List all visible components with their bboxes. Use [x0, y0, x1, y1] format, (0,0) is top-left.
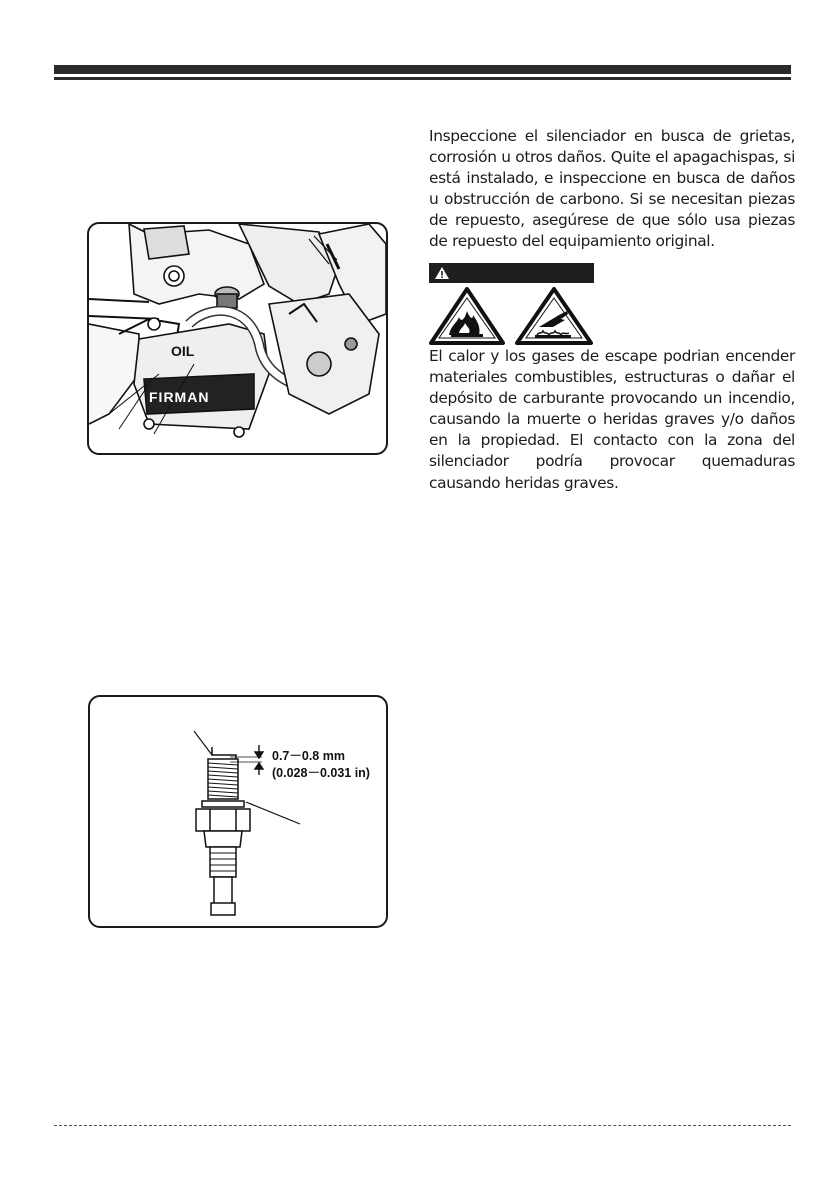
engine-muffler-figure	[87, 222, 388, 455]
footer-rule	[54, 1125, 791, 1126]
gap-mm-label: 0.7－0.8 mm	[272, 749, 345, 763]
spark-plug-illustration	[90, 697, 386, 926]
warning-triangle-icon	[434, 266, 450, 280]
brand-label: FIRMAN	[149, 389, 210, 405]
oil-label: OIL	[171, 343, 195, 359]
header-rule	[54, 65, 791, 74]
spark-plug-figure	[88, 695, 388, 928]
hot-surface-hazard-icon	[515, 287, 593, 345]
gap-inch-label: (0.028－0.031 in)	[272, 766, 370, 780]
fire-hazard-icon	[429, 287, 505, 345]
warning-banner	[429, 263, 594, 283]
header-rule-thin	[54, 77, 791, 80]
muffler-inspection-paragraph: Inspeccione el silenciador en busca de grietas, corrosión u otros daños. Quite el apagachispas, si está instalado, e inspeccione en busca de daños u obstrucción de carbono. Si se necesitan piezas de repuesto, asegúrese de que sólo usa piezas de repuesto del equipamiento original.	[429, 127, 795, 251]
engine-illustration	[89, 224, 386, 453]
heat-warning-paragraph: El calor y los gases de escape podrian encender materiales combustibles, estructuras o dañar el depósito de carburante provocando un incendio, causando la muerte o heridas graves y/o daños en la propiedad. El contacto con la zona del silenciador podría provocar quemaduras causando heridas graves.	[429, 347, 795, 492]
